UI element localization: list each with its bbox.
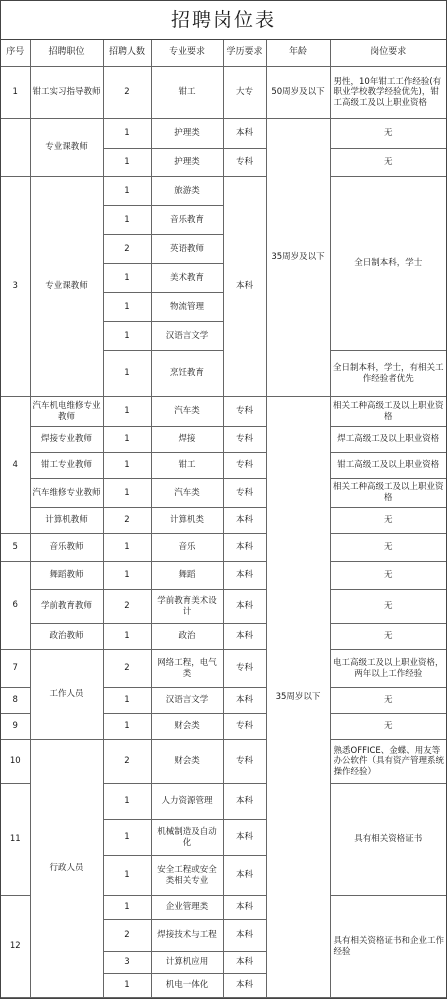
cell-position: 钳工专业教师 [30, 453, 103, 479]
cell-education: 本科 [223, 856, 266, 896]
cell-position: 舞蹈教师 [30, 562, 103, 590]
cell-count: 2 [103, 740, 151, 784]
cell-education: 大专 [223, 67, 266, 119]
cell-requirement: 男性，10年钳工工作经验(有职业学校教学经验优先)，钳工高级工及以上职业资格 [330, 67, 446, 119]
header-count: 招聘人数 [103, 40, 151, 67]
cell-major: 舞蹈 [151, 562, 223, 590]
cell-major: 计算机类 [151, 508, 223, 534]
cell-major: 人力资源管理 [151, 784, 223, 820]
cell-count: 3 [103, 952, 151, 974]
cell-major: 政治 [151, 624, 223, 650]
cell-education: 本科 [223, 688, 266, 714]
header-requirement: 岗位要求 [330, 40, 446, 67]
cell-major: 网络工程，电气类 [151, 650, 223, 688]
table-row [1, 397, 446, 427]
cell-no: 3 [1, 177, 30, 397]
cell-count: 1 [103, 149, 151, 177]
cell-count: 1 [103, 974, 151, 998]
cell-major: 物流管理 [151, 293, 223, 322]
table-row [1, 624, 446, 650]
cell-no: 7 [1, 650, 30, 688]
cell-count: 1 [103, 714, 151, 740]
header-row [1, 40, 446, 67]
cell-education: 专科 [223, 740, 266, 784]
cell-major: 音乐教育 [151, 206, 223, 235]
cell-count: 1 [103, 784, 151, 820]
page-title: 招聘岗位表 [1, 1, 446, 40]
cell-position: 钳工实习指导教师 [30, 67, 103, 119]
cell-requirement: 无 [330, 624, 446, 650]
cell-count: 1 [103, 351, 151, 397]
cell-count: 1 [103, 264, 151, 293]
cell-education: 专科 [223, 453, 266, 479]
cell-requirement: 全日制本科，学士 [330, 177, 446, 351]
header-age: 年龄 [266, 40, 330, 67]
cell-major: 汽车类 [151, 397, 223, 427]
cell-position: 专业课教师 [30, 119, 103, 177]
header-position: 招聘职位 [30, 40, 103, 67]
cell-requirement: 电工高级工及以上职业资格，两年以上工作经验 [330, 650, 446, 688]
table-row [1, 177, 446, 206]
cell-education: 本科 [223, 624, 266, 650]
cell-education: 专科 [223, 479, 266, 508]
cell-count: 2 [103, 67, 151, 119]
cell-count: 1 [103, 688, 151, 714]
cell-major: 财会类 [151, 740, 223, 784]
cell-education: 专科 [223, 650, 266, 688]
cell-position: 汽车机电维修专业教师 [30, 397, 103, 427]
cell-no: 9 [1, 714, 30, 740]
table-row [1, 119, 446, 149]
cell-requirement: 无 [330, 149, 446, 177]
cell-count: 1 [103, 322, 151, 351]
cell-major: 机械制造及自动化 [151, 820, 223, 856]
cell-major: 美术教育 [151, 264, 223, 293]
cell-requirement: 无 [330, 534, 446, 562]
cell-requirement: 无 [330, 119, 446, 149]
cell-requirement: 具有相关资格证书和企业工作经验 [330, 896, 446, 998]
cell-education: 本科 [223, 590, 266, 624]
cell-count: 2 [103, 590, 151, 624]
cell-major: 汉语言文学 [151, 322, 223, 351]
cell-major: 英语教师 [151, 235, 223, 264]
cell-education: 专科 [223, 397, 266, 427]
cell-education: 专科 [223, 714, 266, 740]
cell-education: 本科 [223, 896, 266, 920]
cell-requirement: 无 [330, 562, 446, 590]
cell-major: 护理类 [151, 149, 223, 177]
cell-education: 专科 [223, 427, 266, 453]
cell-education: 本科 [223, 562, 266, 590]
cell-position: 学前教育教师 [30, 590, 103, 624]
cell-position: 行政人员 [30, 740, 103, 998]
cell-requirement: 相关工种高级工及以上职业资格 [330, 479, 446, 508]
cell-major: 汽车类 [151, 479, 223, 508]
cell-count: 1 [103, 177, 151, 206]
cell-major: 护理类 [151, 119, 223, 149]
header-no: 序号 [1, 40, 30, 67]
cell-count: 1 [103, 856, 151, 896]
cell-count: 2 [103, 650, 151, 688]
cell-count: 1 [103, 896, 151, 920]
table-row [1, 562, 446, 590]
cell-count: 1 [103, 562, 151, 590]
cell-count: 1 [103, 293, 151, 322]
cell-requirement: 焊工高级工及以上职业资格 [330, 427, 446, 453]
cell-education: 专科 [223, 149, 266, 177]
cell-position: 焊接专业教师 [30, 427, 103, 453]
cell-age: 35周岁以下 [266, 397, 330, 998]
cell-no: 10 [1, 740, 30, 784]
cell-major: 音乐 [151, 534, 223, 562]
cell-education: 本科 [223, 920, 266, 952]
cell-no: 4 [1, 397, 30, 534]
table-row [1, 479, 446, 508]
table-row [1, 650, 446, 688]
cell-no [1, 119, 30, 177]
cell-position: 工作人员 [30, 650, 103, 740]
cell-count: 1 [103, 397, 151, 427]
cell-no: 6 [1, 562, 30, 650]
cell-no: 5 [1, 534, 30, 562]
cell-requirement: 具有相关资格证书 [330, 784, 446, 896]
cell-count: 2 [103, 235, 151, 264]
cell-requirement: 无 [330, 714, 446, 740]
cell-major: 财会类 [151, 714, 223, 740]
cell-education: 本科 [223, 974, 266, 998]
table-row [1, 508, 446, 534]
cell-no: 8 [1, 688, 30, 714]
cell-major: 学前教育美术设计 [151, 590, 223, 624]
cell-education: 本科 [223, 119, 266, 149]
cell-position: 政治教师 [30, 624, 103, 650]
cell-no: 1 [1, 67, 30, 119]
cell-count: 1 [103, 624, 151, 650]
cell-count: 1 [103, 479, 151, 508]
table-row [1, 534, 446, 562]
table-row [1, 427, 446, 453]
cell-count: 1 [103, 206, 151, 235]
cell-major: 烹饪教育 [151, 351, 223, 397]
cell-position: 音乐教师 [30, 534, 103, 562]
cell-major: 旅游类 [151, 177, 223, 206]
cell-requirement: 无 [330, 590, 446, 624]
cell-position: 专业课教师 [30, 177, 103, 397]
cell-major: 焊接技术与工程 [151, 920, 223, 952]
cell-no: 11 [1, 784, 30, 896]
cell-count: 1 [103, 534, 151, 562]
cell-count: 2 [103, 508, 151, 534]
cell-major: 企业管理类 [151, 896, 223, 920]
cell-count: 1 [103, 119, 151, 149]
table-row [1, 453, 446, 479]
cell-requirement: 相关工种高级工及以上职业资格 [330, 397, 446, 427]
cell-no: 12 [1, 896, 30, 998]
table-row [1, 67, 446, 119]
cell-requirement: 无 [330, 688, 446, 714]
cell-major: 焊接 [151, 427, 223, 453]
cell-major: 钳工 [151, 453, 223, 479]
cell-education: 本科 [223, 177, 266, 397]
cell-education: 本科 [223, 534, 266, 562]
table-row [1, 590, 446, 624]
cell-count: 1 [103, 820, 151, 856]
cell-count: 1 [103, 453, 151, 479]
cell-requirement: 钳工高级工及以上职业资格 [330, 453, 446, 479]
cell-education: 本科 [223, 820, 266, 856]
cell-major: 机电一体化 [151, 974, 223, 998]
cell-education: 本科 [223, 952, 266, 974]
cell-age: 35周岁及以下 [266, 119, 330, 397]
cell-position: 汽车维修专业教师 [30, 479, 103, 508]
cell-requirement: 熟悉OFFICE、金蝶、用友等办公软件（具有资产管理系统操作经验） [330, 740, 446, 784]
cell-major: 安全工程或安全类相关专业 [151, 856, 223, 896]
cell-education: 本科 [223, 508, 266, 534]
cell-position: 计算机教师 [30, 508, 103, 534]
cell-count: 1 [103, 427, 151, 453]
cell-requirement: 无 [330, 508, 446, 534]
cell-education: 本科 [223, 784, 266, 820]
cell-count: 2 [103, 920, 151, 952]
cell-major: 计算机应用 [151, 952, 223, 974]
recruitment-table [1, 40, 446, 998]
cell-requirement: 全日制本科，学士，有相关工作经验者优先 [330, 351, 446, 397]
header-education: 学历要求 [223, 40, 266, 67]
cell-major: 钳工 [151, 67, 223, 119]
cell-major: 汉语言文学 [151, 688, 223, 714]
header-major: 专业要求 [151, 40, 223, 67]
table-row [1, 740, 446, 784]
cell-age: 50周岁及以下 [266, 67, 330, 119]
